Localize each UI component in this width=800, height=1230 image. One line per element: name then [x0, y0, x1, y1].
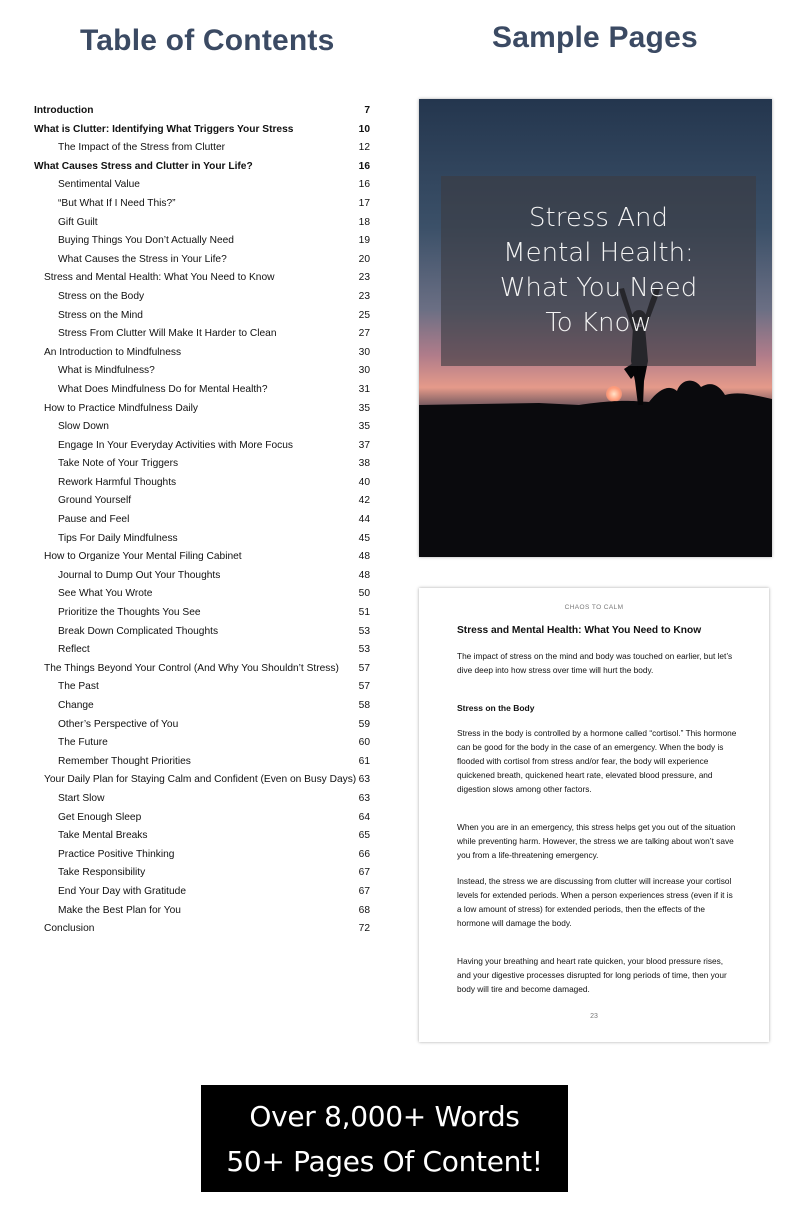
toc-entry-title: Your Daily Plan for Staying Calm and Confident (Even on Busy Days) — [44, 774, 357, 786]
toc-entry — [34, 697, 374, 716]
toc-entry-title: “But What If I Need This?” — [58, 197, 176, 209]
toc-entry-page: 53 — [358, 644, 370, 656]
toc-entry-title: Stress on the Body — [58, 290, 145, 302]
toc-entry-title: Take Note of Your Triggers — [58, 458, 179, 470]
toc-entry-page: 65 — [358, 830, 370, 842]
toc-entry-title: Take Mental Breaks — [58, 830, 148, 842]
toc-entry-page: 35 — [358, 402, 370, 414]
toc-entry-title: Get Enough Sleep — [58, 811, 142, 823]
toc-entry-title: Sentimental Value — [58, 179, 140, 191]
toc-entry — [34, 790, 374, 809]
toc-entry-title: Prioritize the Thoughts You See — [58, 607, 201, 619]
toc-entry-page: 50 — [358, 588, 370, 600]
toc-entry-title: Slow Down — [58, 421, 109, 433]
toc-entry-page: 68 — [358, 904, 370, 916]
body-paragraph: Stress in the body is controlled by a hormone called “cortisol.” This hormone can be good for the body in the case of an emergency. When the body is flooded with cortisol from stress and/or fear, the body will experience quickened breath, quickened heart rate, elevated blood pressure, and digestion slows among other factors. — [457, 728, 737, 794]
toc-entry — [34, 362, 374, 381]
toc-entry-title: What is Clutter: Identifying What Triggers Your Stress — [34, 123, 294, 135]
toc-entry-page: 18 — [358, 216, 370, 228]
toc-entry-page: 37 — [358, 439, 370, 451]
toc-entry-page: 30 — [358, 365, 370, 377]
toc-entry — [34, 809, 374, 828]
toc-entry — [34, 567, 374, 586]
toc-entry-page: 64 — [358, 811, 370, 823]
toc-entry-page: 25 — [358, 309, 370, 321]
toc-entry-title: Ground Yourself — [58, 495, 132, 507]
toc-entry — [34, 176, 374, 195]
toc-entry-title: Tips For Daily Mindfulness — [58, 532, 178, 544]
toc-entry — [34, 716, 374, 735]
toc-entry-page: 48 — [358, 569, 370, 581]
toc-entry — [34, 660, 374, 679]
toc-entry-title: Conclusion — [44, 923, 95, 935]
toc-entry-page: 53 — [358, 625, 370, 637]
toc-entry — [34, 902, 374, 921]
toc-entry — [34, 195, 374, 214]
toc-entry-title: Rework Harmful Thoughts — [58, 476, 177, 488]
toc-entry-title: Other’s Perspective of You — [58, 718, 179, 730]
toc-entry-title: Engage In Your Everyday Activities with More Focus — [58, 439, 293, 451]
toc-entry-title: What Does Mindfulness Do for Mental Health? — [58, 383, 268, 395]
toc-entry-title: Stress From Clutter Will Make It Harder to Clean — [58, 328, 277, 340]
toc-entry — [34, 400, 374, 419]
toc-entry-page: 45 — [358, 532, 370, 544]
banner-line-words: Over 8,000+ Words — [249, 1099, 520, 1133]
toc-entry-page: 23 — [358, 272, 370, 284]
intro-paragraph: The impact of stress on the mind and body was touched on earlier, but let’s dive deep into how stress over time will hurt the body. — [457, 651, 733, 675]
cover-title: Stress And Mental Health: What You Need To Know — [499, 203, 698, 338]
toc-entry — [34, 864, 374, 883]
toc-entry — [34, 251, 374, 270]
toc-entry-page: 57 — [358, 681, 370, 693]
cover-title-box — [441, 176, 756, 366]
toc-heading: Table of Contents — [80, 24, 335, 57]
toc-entry-title: Stress and Mental Health: What You Need to Know — [44, 272, 275, 284]
toc-entry — [34, 455, 374, 474]
toc-entry — [34, 827, 374, 846]
toc-entry — [34, 641, 374, 660]
toc-entry-title: An Introduction to Mindfulness — [44, 346, 182, 358]
toc-entry-title: Pause and Feel — [58, 514, 130, 526]
toc-entry-title: Change — [58, 700, 94, 711]
toc-entry-title: The Future — [58, 737, 108, 749]
sample-text-page — [419, 588, 769, 1042]
toc-entry-title: Take Responsibility — [58, 867, 146, 879]
page-number: 23 — [590, 1013, 598, 1020]
toc-entry-title: What is Mindfulness? — [58, 365, 155, 377]
toc-entry-page: 35 — [358, 421, 370, 433]
toc-entry — [34, 288, 374, 307]
toc-entry — [34, 846, 374, 865]
toc-entry — [34, 623, 374, 642]
toc-entry-title: Buying Things You Don’t Actually Need — [58, 235, 234, 247]
toc-entry-title: Journal to Dump Out Your Thoughts — [58, 569, 221, 581]
toc-entry-page: 51 — [358, 607, 370, 619]
toc-entry — [34, 158, 374, 177]
section-subheading: Stress on the Body — [457, 703, 535, 713]
toc-entry-page: 38 — [358, 458, 370, 470]
toc-entry — [34, 920, 374, 939]
toc-entry — [34, 232, 374, 251]
toc-entry-page: 57 — [358, 662, 370, 674]
toc-entry — [34, 102, 374, 121]
sample-pages-heading: Sample Pages — [492, 21, 698, 54]
toc-entry-page: 63 — [358, 774, 370, 786]
toc-entry — [34, 734, 374, 753]
toc-entry-title: Introduction — [34, 105, 94, 116]
toc-entry-title: The Things Beyond Your Control (And Why You Shouldn’t Stress) — [44, 662, 339, 674]
running-header: CHAOS TO CALM — [564, 604, 624, 611]
toc-entry — [34, 530, 374, 549]
toc-entry — [34, 771, 374, 790]
toc-entry-page: 20 — [358, 253, 370, 265]
toc-entry — [34, 585, 374, 604]
toc-entry-title: Break Down Complicated Thoughts — [58, 625, 219, 637]
toc-entry-page: 61 — [358, 755, 370, 767]
toc-entry-title: Reflect — [58, 644, 90, 656]
toc-entry — [34, 548, 374, 567]
toc-entry-title: What Causes the Stress in Your Life? — [58, 253, 227, 265]
toc-entry-page: 48 — [358, 551, 370, 563]
toc-entry-page: 60 — [358, 737, 370, 749]
toc-entry-page: 42 — [358, 495, 370, 507]
toc-entry-page: 27 — [358, 328, 370, 340]
toc-entry — [34, 214, 374, 233]
toc-entry — [34, 883, 374, 902]
toc-entry — [34, 604, 374, 623]
chapter-title: Stress and Mental Health: What You Need to Know — [457, 625, 702, 636]
toc-entry — [34, 344, 374, 363]
cover-page — [419, 99, 772, 557]
body-paragraph: When you are in an emergency, this stress helps get you out of the situation while preventing harm. However, the stress we are talking about won’t save you from a life-threatening emergency. — [457, 822, 736, 860]
toc-entry-page: 10 — [358, 123, 370, 135]
body-paragraph: Instead, the stress we are discussing from clutter will increase your cortisol levels for extended periods. When a person experiences stress (even if it is a low amount of stress) for extended periods, then the effects of the hormone will damage the body. — [457, 876, 733, 928]
toc-entry — [34, 678, 374, 697]
toc-entry-title: The Past — [58, 681, 99, 693]
promo-banner — [201, 1085, 568, 1192]
toc-entry-page: 58 — [358, 700, 370, 711]
toc-entry-title: Make the Best Plan for You — [58, 904, 181, 916]
toc-entry-page: 16 — [358, 160, 370, 172]
toc-entry-title: The Impact of the Stress from Clutter — [58, 142, 226, 154]
toc-entry-page: 59 — [358, 718, 370, 730]
toc-entry-title: Start Slow — [58, 792, 105, 804]
toc-entry-title: Gift Guilt — [58, 216, 98, 228]
toc-entry-page: 40 — [358, 476, 370, 488]
toc-entry-title: What Causes Stress and Clutter in Your Life? — [34, 160, 253, 172]
toc-entry-title: Stress on the Mind — [58, 309, 143, 321]
toc-entry-page: 67 — [358, 885, 370, 897]
toc-entry-page: 44 — [358, 514, 370, 526]
toc-entry-page: 17 — [358, 197, 370, 209]
toc-entry — [34, 381, 374, 400]
toc-entry-page: 67 — [358, 867, 370, 879]
toc-entry — [34, 418, 374, 437]
toc-entry-page: 12 — [358, 142, 370, 154]
body-paragraph: Having your breathing and heart rate quicken, your blood pressure rises, and your digestive processes disrupted for long periods of time, then your body will tire and become damaged. — [457, 956, 727, 994]
toc-entry-title: How to Organize Your Mental Filing Cabinet — [44, 551, 242, 563]
toc-entry — [34, 269, 374, 288]
toc-entry-title: End Your Day with Gratitude — [58, 885, 186, 897]
toc-entry — [34, 121, 374, 140]
toc-entry — [34, 325, 374, 344]
toc-entry — [34, 753, 374, 772]
toc-entry — [34, 437, 374, 456]
toc-entry — [34, 511, 374, 530]
toc-entry-page: 30 — [358, 346, 370, 358]
toc-entry-title: See What You Wrote — [58, 588, 153, 600]
toc-entry-page: 63 — [358, 792, 370, 804]
toc-entry-page: 31 — [358, 383, 370, 395]
toc-entry — [34, 474, 374, 493]
toc-entry — [34, 492, 374, 511]
toc-entry-page: 72 — [358, 923, 370, 935]
toc-entry-title: Practice Positive Thinking — [58, 848, 175, 860]
toc-entry — [34, 307, 374, 326]
banner-line-pages: 50+ Pages Of Content! — [226, 1144, 543, 1178]
toc-entry-page: 66 — [358, 848, 370, 860]
toc-entry-page: 23 — [358, 290, 370, 302]
table-of-contents — [34, 102, 374, 939]
toc-entry-title: Remember Thought Priorities — [58, 755, 191, 767]
toc-entry-page: 16 — [358, 179, 370, 191]
toc-entry-page: 7 — [364, 105, 370, 116]
toc-entry — [34, 139, 374, 158]
toc-entry-title: How to Practice Mindfulness Daily — [44, 402, 199, 414]
toc-entry-page: 19 — [358, 235, 370, 247]
